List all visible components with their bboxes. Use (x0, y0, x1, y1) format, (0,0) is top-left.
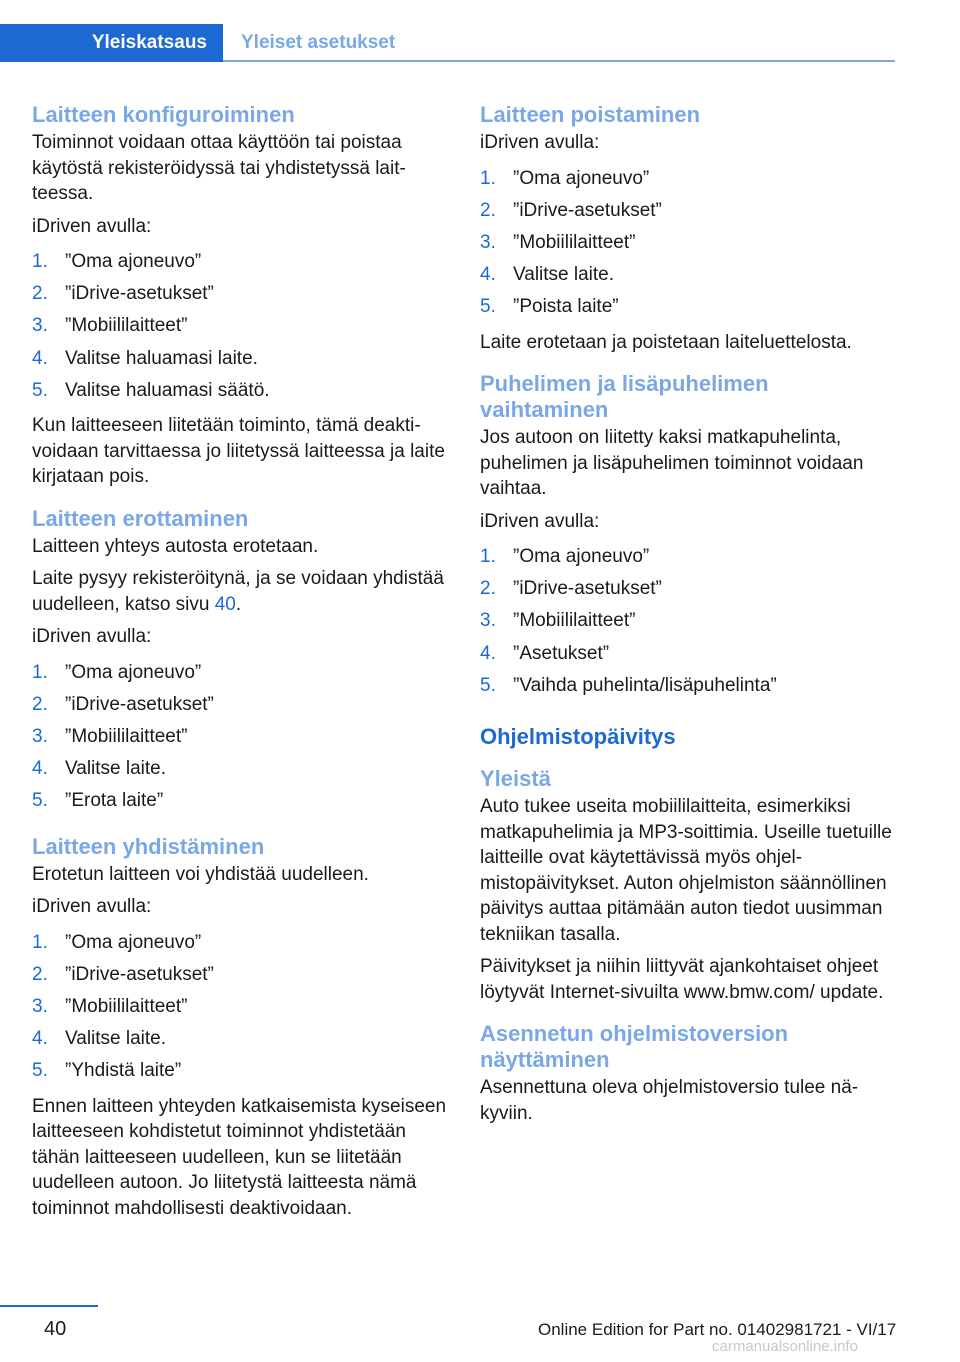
list-item: 5. ”Vaihda puhelinta/lisäpuhelinta” (480, 670, 898, 702)
step-number: 5. (480, 296, 496, 318)
step-number: 5. (32, 790, 48, 812)
step-number: 2. (480, 578, 496, 600)
list-item: 3. ”Mobiililaitteet” (32, 991, 450, 1023)
section-title-puhelimen-vaihtaminen: Puhelimen ja lisäpuhelimen vaihtaminen (480, 371, 769, 423)
list-item: 2. ”iDrive-asetukset” (32, 959, 450, 991)
list-item: 2. ”iDrive-asetukset” (480, 573, 898, 605)
section-title-yhdistaminen: Laitteen yhdistäminen (32, 833, 265, 859)
paragraph: Toiminnot voidaan ottaa käyttöön tai poistaa käytöstä rekisteröidyssä tai yhdistetyssä laitteessa. (32, 132, 406, 204)
paragraph: iDriven avulla: (32, 896, 152, 918)
list-item: 3. ”Mobiililaitteet” (480, 605, 898, 637)
step-number: 3. (32, 315, 48, 337)
list-item: 3. ”Mobiililaitteet” (480, 227, 898, 259)
step-number: 1. (32, 661, 48, 683)
paragraph: Laite pysyy rekisteröitynä, ja se voidaan yhdistää uudelleen, katso sivu 40. (32, 568, 444, 615)
right-column (480, 102, 898, 1133)
tab-yleiset-asetukset[interactable]: Yleiset asetukset (241, 32, 396, 53)
steps-list (480, 163, 898, 324)
tab-yleiskatsaus[interactable]: Yleiskatsaus (0, 24, 223, 62)
section-title-yleista: Yleistä (480, 766, 551, 792)
step-number: 4. (480, 264, 496, 286)
list-item: 3. ”Mobiililaitteet” (32, 310, 450, 342)
list-item: 1. ”Oma ajoneuvo” (32, 246, 450, 278)
paragraph: iDriven avulla: (480, 510, 600, 532)
step-number: 2. (32, 963, 48, 985)
left-column (32, 102, 450, 1228)
step-number: 3. (32, 725, 48, 747)
list-item: 5. ”Erota laite” (32, 785, 450, 817)
step-number: 3. (480, 231, 496, 253)
section-title-erottaminen: Laitteen erottaminen (32, 505, 249, 531)
steps-list (32, 246, 450, 407)
step-number: 1. (32, 931, 48, 953)
footer-divider (0, 1305, 98, 1307)
step-number: 2. (480, 199, 496, 221)
step-number: 3. (480, 610, 496, 632)
page-number: 40 (44, 1318, 67, 1340)
paragraph: Asennettuna oleva ohjelmistoversio tulee näkyviin. (480, 1077, 859, 1124)
list-item: 2. ”iDrive-asetukset” (480, 195, 898, 227)
section-title-poistaminen: Laitteen poistaminen (480, 102, 701, 127)
paragraph: Jos autoon on liitetty kaksi matkapuhelinta, puhelimen ja lisäpuhelimen toiminnot voidaan vaihtaa. (480, 427, 864, 500)
paragraph: iDriven avulla: (32, 626, 152, 648)
steps-list (32, 657, 450, 818)
step-number: 5. (32, 379, 48, 401)
paragraph: Laite erotetaan ja poistetaan laiteluettelosta. (480, 331, 852, 353)
list-item: 4. Valitse haluamasi laite. (32, 343, 450, 375)
list-item: 3. ”Mobiililaitteet” (32, 721, 450, 753)
page-header (0, 24, 895, 62)
paragraph: iDriven avulla: (32, 215, 152, 237)
list-item: 4. Valitse laite. (32, 753, 450, 785)
paragraph: iDriven avulla: (480, 132, 600, 153)
paragraph: Kun laitteeseen liitetään toiminto, tämä deaktivoidaan tarvittaessa jo liitetyssä laitteessa ja laite kirjataan pois. (32, 415, 445, 488)
step-number: 3. (32, 995, 48, 1017)
step-number: 4. (32, 347, 48, 369)
list-item: 2. ”iDrive-asetukset” (32, 689, 450, 721)
list-item: 1. ”Oma ajoneuvo” (480, 541, 898, 573)
step-number: 2. (32, 693, 48, 715)
list-item: 5. Valitse haluamasi säätö. (32, 375, 450, 407)
step-number: 1. (480, 546, 496, 568)
list-item: 1. ”Oma ajoneuvo” (480, 163, 898, 195)
step-number: 4. (32, 758, 48, 780)
step-number: 4. (480, 642, 496, 664)
step-number: 4. (32, 1028, 48, 1050)
step-number: 5. (480, 674, 496, 696)
edition-info: Online Edition for Part no. 01402981721 - VI/17 (538, 1320, 897, 1339)
list-item: 1. ”Oma ajoneuvo” (32, 657, 450, 689)
header-divider (223, 60, 895, 62)
paragraph: Laitteen yhteys autosta erotetaan. (32, 535, 319, 557)
list-item: 4. Valitse laite. (480, 259, 898, 291)
steps-list (480, 541, 898, 702)
step-number: 2. (32, 283, 48, 305)
step-number: 5. (32, 1060, 48, 1082)
steps-list (32, 927, 450, 1088)
list-item: 4. ”Asetukset” (480, 638, 898, 670)
paragraph: Erotetun laitteen voi yhdistää uudelleen. (32, 863, 369, 885)
paragraph: Auto tukee useita mobiililaitteita, esimerkiksi matkapuhelimia ja MP3-soittimia. Useille tuetuille laitteille ovat käytettävissä myös ohjelmistopäivitykset. Auton ohjelmiston säännöllinen päivitys auttaa pitämään auton tiedot uusimman tekniikan tasalla. (480, 796, 892, 945)
section-title-ohjelmistopaivitys: Ohjelmistopäivitys (480, 724, 676, 750)
list-item: 4. Valitse laite. (32, 1023, 450, 1055)
list-item: 2. ”iDrive-asetukset” (32, 278, 450, 310)
section-title-ohjelmistoversio: Asennetun ohjelmistoversion näyttäminen (480, 1021, 789, 1073)
paragraph: Ennen laitteen yhteyden katkaisemista kyseiseen laitteeseen kohdistetut toiminnot yhdistetään tähän laitteeseen uudelleen, kun se liitetään uudelleen autoon. Jo liitetystä laitteesta nämä toiminnot mahdollisesti deaktivoidaan. (32, 1095, 447, 1219)
list-item: 5. ”Poista laite” (480, 291, 898, 323)
step-number: 1. (480, 167, 496, 189)
watermark: carmanualsonline.info (712, 1338, 858, 1355)
section-title-konfigurointi: Laitteen konfiguroiminen (32, 102, 295, 127)
list-item: 1. ”Oma ajoneuvo” (32, 927, 450, 959)
step-number: 1. (32, 251, 48, 272)
list-item: 5. ”Yhdistä laite” (32, 1055, 450, 1087)
page-link[interactable]: 40 (214, 593, 236, 615)
paragraph: Päivitykset ja niihin liittyvät ajankohtaiset ohjeet löytyvät Internet-sivuilta www.bmw.com/ update. (480, 956, 884, 1003)
